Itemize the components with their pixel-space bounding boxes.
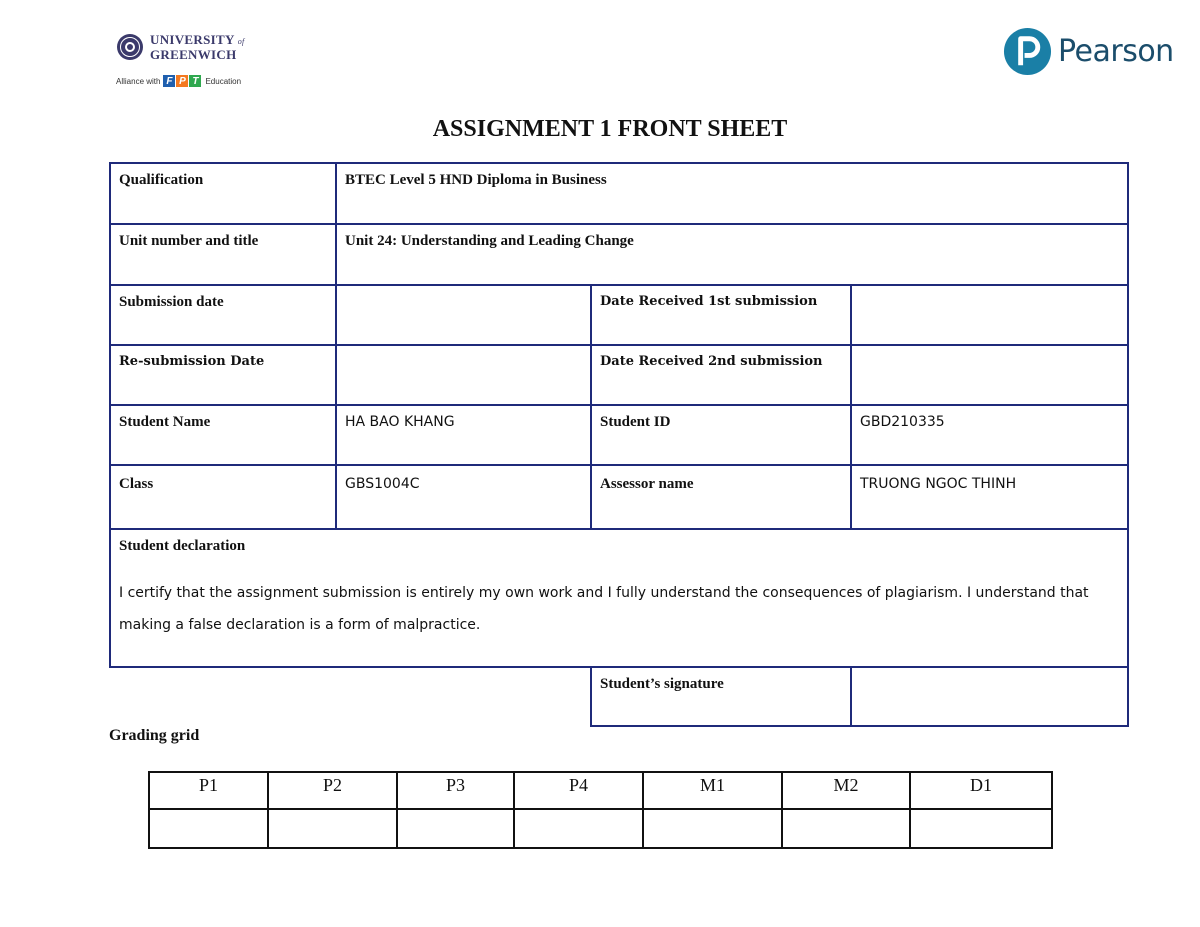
submission-date-label: Submission date bbox=[110, 285, 336, 345]
student-name-label: Student Name bbox=[110, 405, 336, 465]
fpt-letter-p: P bbox=[176, 75, 188, 87]
date-received-1-field[interactable] bbox=[851, 285, 1128, 345]
row-unit bbox=[110, 224, 1128, 285]
signature-spacer bbox=[110, 667, 591, 726]
signature-label: Student’s signature bbox=[591, 667, 851, 726]
grade-cell-p2[interactable] bbox=[268, 809, 397, 848]
row-declaration bbox=[110, 529, 1128, 667]
education-text: Education bbox=[205, 76, 242, 86]
row-student bbox=[110, 405, 1128, 465]
qualification-value: BTEC Level 5 HND Diploma in Business bbox=[336, 163, 1128, 224]
student-id-label: Student ID bbox=[591, 405, 851, 465]
grade-cell-m2[interactable] bbox=[782, 809, 910, 848]
grade-header-m1: M1 bbox=[643, 772, 782, 809]
signature-field[interactable] bbox=[851, 667, 1128, 726]
submission-date-field[interactable] bbox=[336, 285, 591, 345]
class-value: GBS1004C bbox=[336, 465, 591, 529]
grading-header-row bbox=[149, 772, 1052, 809]
front-sheet-table bbox=[109, 162, 1129, 727]
grade-header-p4: P4 bbox=[514, 772, 643, 809]
student-name-value: HA BAO KHANG bbox=[336, 405, 591, 465]
grade-header-m2: M2 bbox=[782, 772, 910, 809]
grading-grid-label: Grading grid bbox=[109, 727, 200, 744]
row-class bbox=[110, 465, 1128, 529]
declaration-text: I certify that the assignment submission is entirely my own work and I fully understand the consequences of plagiarism. I understand that making a false declaration is a form of malpractice. bbox=[119, 585, 1089, 633]
grade-header-p1: P1 bbox=[149, 772, 268, 809]
date-received-2-field[interactable] bbox=[851, 345, 1128, 405]
grade-cell-d1[interactable] bbox=[910, 809, 1052, 848]
resubmission-date-label: Re-submission Date bbox=[110, 345, 336, 405]
university-greenwich-logo bbox=[116, 33, 246, 95]
row-submission bbox=[110, 285, 1128, 345]
row-resubmission bbox=[110, 345, 1128, 405]
class-label: Class bbox=[110, 465, 336, 529]
unit-value: Unit 24: Understanding and Leading Change bbox=[336, 224, 1128, 285]
grade-cell-p4[interactable] bbox=[514, 809, 643, 848]
grade-header-p2: P2 bbox=[268, 772, 397, 809]
row-qualification bbox=[110, 163, 1128, 224]
grade-cell-m1[interactable] bbox=[643, 809, 782, 848]
pearson-p-icon bbox=[1003, 27, 1052, 76]
unit-label: Unit number and title bbox=[110, 224, 336, 285]
fpt-letter-f: F bbox=[163, 75, 175, 87]
declaration-title: Student declaration bbox=[119, 538, 246, 554]
page-title: ASSIGNMENT 1 FRONT SHEET bbox=[432, 116, 788, 142]
declaration-cell bbox=[110, 529, 1128, 667]
alliance-text: Alliance with bbox=[116, 76, 161, 86]
fpt-logo bbox=[163, 75, 202, 87]
grade-header-d1: D1 bbox=[910, 772, 1052, 809]
resubmission-date-field[interactable] bbox=[336, 345, 591, 405]
grade-cell-p1[interactable] bbox=[149, 809, 268, 848]
assessor-value: TRUONG NGOC THINH bbox=[851, 465, 1128, 529]
grading-value-row bbox=[149, 809, 1052, 848]
row-signature bbox=[110, 667, 1128, 726]
grade-header-p3: P3 bbox=[397, 772, 514, 809]
fpt-letter-t: T bbox=[189, 75, 201, 87]
pearson-wordmark: Pearson bbox=[1058, 33, 1174, 69]
grading-grid-table bbox=[148, 771, 1053, 849]
university-name-of: of bbox=[237, 37, 245, 46]
assessor-label: Assessor name bbox=[591, 465, 851, 529]
date-received-1-label: Date Received 1st submission bbox=[591, 285, 851, 345]
qualification-label: Qualification bbox=[110, 163, 336, 224]
university-seal-icon bbox=[116, 33, 144, 61]
grade-cell-p3[interactable] bbox=[397, 809, 514, 848]
date-received-2-label: Date Received 2nd submission bbox=[591, 345, 851, 405]
student-id-value: GBD210335 bbox=[851, 405, 1128, 465]
university-name-line1: UNIVERSITY bbox=[150, 32, 235, 47]
pearson-logo bbox=[1003, 25, 1174, 77]
university-name-line2: GREENWICH bbox=[150, 47, 237, 62]
